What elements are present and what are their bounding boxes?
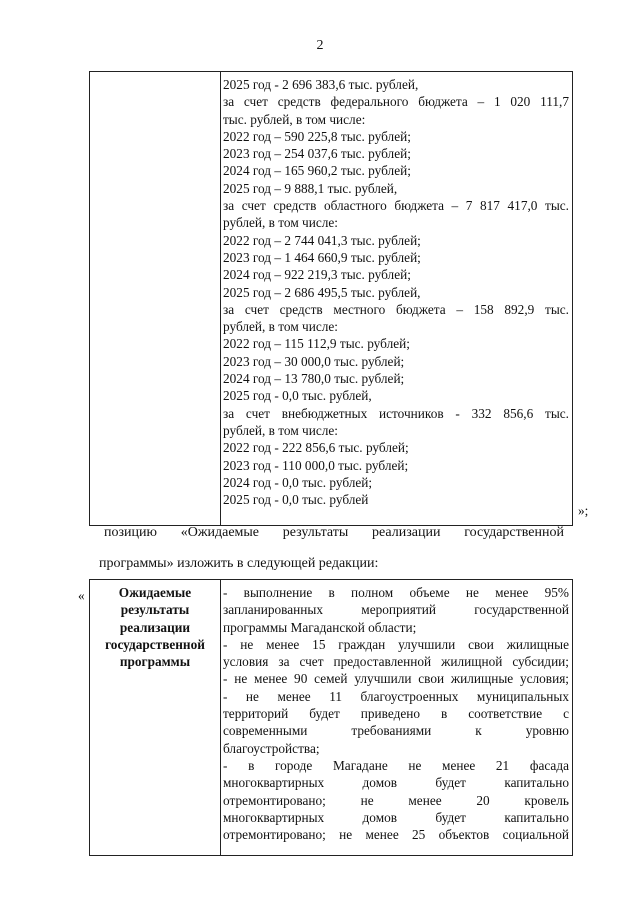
results-line: отремонтировано; не менее 20 кровель <box>223 792 569 808</box>
funding-line: 2022 год – 2 744 041,3 тыс. рублей; <box>223 232 421 248</box>
results-table <box>89 579 573 855</box>
instruction-line-1: позицию «Ожидаемые результаты реализации государственной <box>104 525 564 540</box>
funding-line: 2022 год – 590 225,8 тыс. рублей; <box>223 128 411 144</box>
results-line: - выполнение в полном объеме не менее 95% <box>223 585 569 600</box>
table-bottom-rule <box>89 855 573 856</box>
funding-line: 2024 год – 922 219,3 тыс. рублей; <box>223 267 411 283</box>
results-heading: Ожидаемые результаты реализации государственной программы <box>105 585 205 670</box>
results-line: условия за счет предоставленной жилищной субсидии; <box>223 654 569 670</box>
funding-line: 2023 год – 1 464 660,9 тыс. рублей; <box>223 249 421 265</box>
funding-line: 2023 год – 254 037,6 тыс. рублей; <box>223 146 411 162</box>
results-line: территорий будет приведено в соответствие с <box>223 706 569 722</box>
opening-quote: « <box>78 588 85 603</box>
page-number: 2 <box>316 38 324 53</box>
results-line: многоквартирных домов будет капитально <box>223 809 569 825</box>
funding-line: 2023 год – 30 000,0 тыс. рублей; <box>223 353 405 369</box>
results-cell <box>223 584 569 843</box>
funding-line: 2025 год - 0,0 тыс. рублей, <box>223 388 372 404</box>
results-line: благоустройства; <box>223 740 320 756</box>
funding-line: за счет средств областного бюджета – 7 817 417,0 тыс. <box>223 198 569 214</box>
funding-line: 2025 год - 2 696 383,6 тыс. рублей, <box>223 77 419 92</box>
results-line: - не менее 90 семей улучшили свои жилищные условия; <box>223 671 569 687</box>
closing-quote: »; <box>578 503 589 518</box>
instruction-line-2: программы» изложить в следующей редакции: <box>99 556 379 571</box>
funding-line: за счет средств федерального бюджета – 1 020 111,7 <box>223 94 569 110</box>
funding-line: 2022 год - 222 856,6 тыс. рублей; <box>223 440 409 456</box>
funding-line: 2022 год – 115 112,9 тыс. рублей; <box>223 336 410 352</box>
funding-line: за счет средств местного бюджета – 158 892,9 тыс. <box>223 301 569 317</box>
column-divider <box>220 580 221 855</box>
results-line: - не менее 11 благоустроенных муниципальных <box>223 688 569 704</box>
results-line: программы Магаданской области; <box>223 619 417 635</box>
funding-line: 2025 год - 0,0 тыс. рублей <box>223 492 369 508</box>
funding-line: рублей, в том числе: <box>223 422 338 438</box>
funding-line: 2024 год - 0,0 тыс. рублей; <box>223 474 373 490</box>
funding-line: 2024 год – 13 780,0 тыс. рублей; <box>223 371 405 387</box>
funding-line: 2025 год – 2 686 495,5 тыс. рублей, <box>223 284 421 300</box>
funding-cell <box>223 76 569 508</box>
funding-line: тыс. рублей, в том числе: <box>223 111 366 127</box>
results-line: современными требованиями к уровню <box>223 723 569 739</box>
funding-table <box>89 71 573 526</box>
results-line: - в городе Магадане не менее 21 фасада <box>223 757 569 773</box>
results-line: запланированных мероприятий государственной <box>223 602 569 618</box>
results-line: - не менее 15 граждан улучшили свои жилищные <box>223 636 569 652</box>
funding-line: рублей, в том числе: <box>223 319 338 335</box>
column-divider <box>220 72 221 525</box>
funding-line: за счет внебюджетных источников - 332 856,6 тыс. <box>223 405 569 421</box>
funding-line: 2025 год – 9 888,1 тыс. рублей, <box>223 180 398 196</box>
funding-line: рублей, в том числе: <box>223 215 338 231</box>
funding-line: 2024 год – 165 960,2 тыс. рублей; <box>223 163 411 179</box>
results-line: отремонтировано; не менее 25 объектов социальной <box>223 827 569 843</box>
funding-line: 2023 год - 110 000,0 тыс. рублей; <box>223 457 409 473</box>
results-line: многоквартирных домов будет капитально <box>223 775 569 791</box>
